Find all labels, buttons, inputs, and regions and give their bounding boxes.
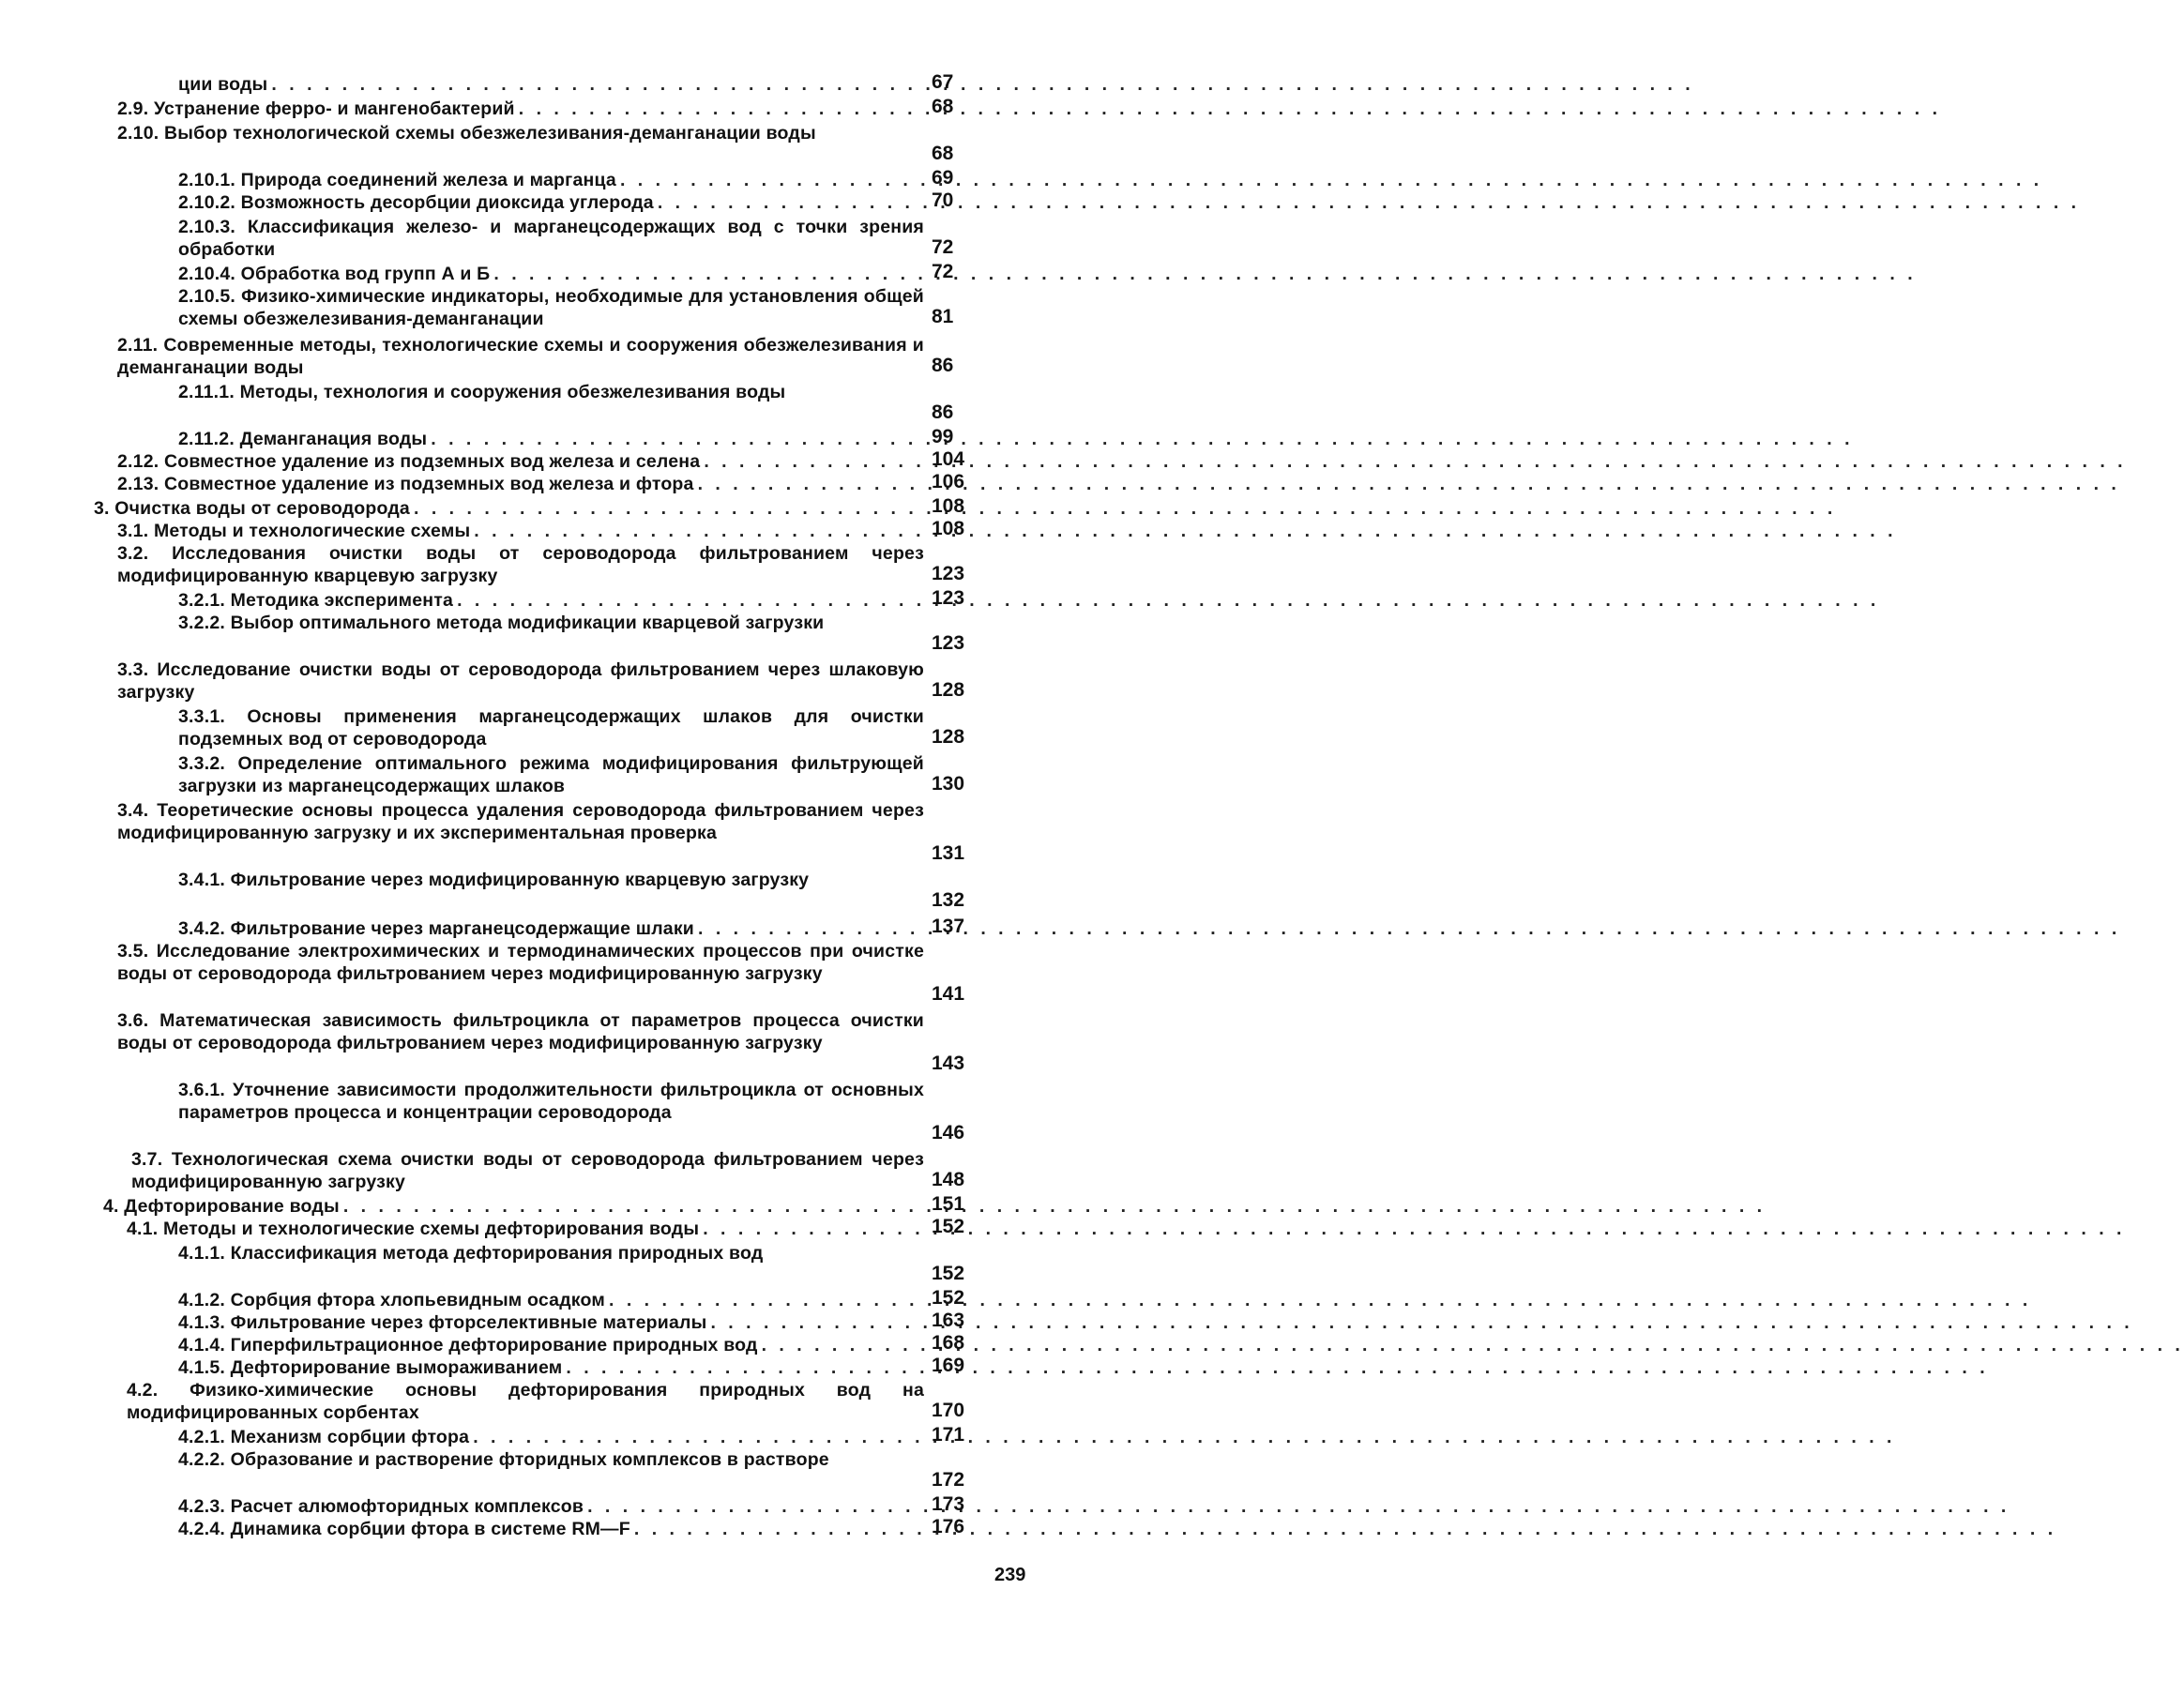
toc-entry[interactable] xyxy=(178,191,924,214)
toc-entry-title: 3.4. Теоретические основы процесса удаления сероводорода фильтрованием через модифицированную загрузку и их экспериментальная проверка xyxy=(117,800,930,843)
toc-entry[interactable] xyxy=(178,381,924,426)
dot-leader xyxy=(473,1426,1895,1448)
toc-entry-title: 4.1.3. Фильтрование через фторселективные материалы xyxy=(178,1312,707,1333)
toc-page-number: 152 xyxy=(932,1216,965,1237)
toc-page-number: 108 xyxy=(932,495,965,517)
toc-entry[interactable] xyxy=(117,1009,930,1077)
toc-entry[interactable] xyxy=(127,1379,930,1424)
toc-entry[interactable] xyxy=(117,659,930,704)
toc-page-number: 171 xyxy=(932,1424,965,1446)
toc-entry-title: 3.1. Методы и технологические схемы xyxy=(117,521,471,541)
toc-entry[interactable] xyxy=(178,285,930,330)
toc-entry-title: ции воды xyxy=(178,74,268,95)
toc-page-number: 99 xyxy=(932,426,954,447)
toc-entry-title: 2.12. Совместное удаление из подземных вод железа и селена xyxy=(117,451,701,472)
dot-leader xyxy=(566,1356,1988,1379)
toc-page-number: 173 xyxy=(932,1493,965,1515)
toc-entry-title: 4.1.4. Гиперфильтрационное дефторирование природных вод xyxy=(178,1335,758,1355)
toc-entry-title: 4.2.1. Механизм сорбции фтора xyxy=(178,1427,470,1447)
dot-leader xyxy=(414,497,1836,520)
toc-entry[interactable] xyxy=(131,1148,930,1193)
toc-entry-title: 3.6. Математическая зависимость фильтроцикла от параметров процесса очистки воды от сероводорода фильтрованием через модифицированную загрузку xyxy=(117,1010,930,1053)
toc-entry[interactable] xyxy=(117,98,924,120)
toc-entry[interactable] xyxy=(178,589,924,612)
toc-page-number: 152 xyxy=(932,1263,965,1284)
toc-entry-title: 4. Дефторирование воды xyxy=(103,1196,340,1217)
page-number: 239 xyxy=(994,1565,1026,1585)
dot-leader xyxy=(343,1195,1766,1218)
toc-entry[interactable] xyxy=(178,1426,924,1448)
toc-entry-title: 3.6.1. Уточнение зависимости продолжительности фильтроцикла от основных параметров процесса и концентрации сероводорода xyxy=(178,1080,930,1123)
toc-page-number: 72 xyxy=(932,236,954,258)
toc-entry-title: 2.9. Устранение ферро- и мангенобактерий xyxy=(117,98,515,119)
toc-entry-title: 2.10.5. Физико-химические индикаторы, необходимые для установления общей схемы обезжелезивания-деманганации xyxy=(178,286,930,329)
toc-page-number: 67 xyxy=(932,71,954,93)
toc-entry[interactable] xyxy=(178,216,930,261)
toc-page-number: 172 xyxy=(932,1469,965,1491)
dot-leader xyxy=(704,450,2126,473)
toc-entry[interactable] xyxy=(178,169,924,191)
dot-leader xyxy=(658,191,2080,214)
toc-entry-title: 2.10.1. Природа соединений железа и марганца xyxy=(178,170,616,190)
toc-entry-title: 2.11. Современные методы, технологические схемы и сооружения обезжелезивания и деманганации воды xyxy=(117,335,930,378)
toc-entry[interactable] xyxy=(178,1242,924,1287)
toc-page-number: 123 xyxy=(932,587,965,609)
dot-leader xyxy=(620,169,2042,191)
toc-entry[interactable] xyxy=(127,1218,924,1240)
toc-entry[interactable] xyxy=(117,542,930,587)
toc-page-number: 170 xyxy=(932,1400,965,1421)
toc-entry[interactable] xyxy=(178,1518,924,1540)
toc-entry-title: 2.11.2. Деманганация воды xyxy=(178,429,428,449)
toc-entry-title: 2.10.4. Обработка вод групп А и Б xyxy=(178,264,491,284)
dot-leader xyxy=(271,73,1693,96)
toc-entry[interactable] xyxy=(178,1495,924,1518)
toc-entry-title: 2.11.1. Методы, технология и сооружения обезжелезивания воды xyxy=(178,382,786,402)
toc-entry-title: 3.4.2. Фильтрование через марганецсодержащие шлаки xyxy=(178,918,694,939)
toc-page-number: 86 xyxy=(932,401,954,423)
toc-entry-title: 4.2.4. Динамика сорбции фтора в системе RM—F xyxy=(178,1519,630,1539)
toc-entry[interactable] xyxy=(178,1334,924,1356)
toc-entry[interactable] xyxy=(178,1311,924,1334)
dot-leader xyxy=(698,917,2120,940)
toc-page-number: 163 xyxy=(932,1310,965,1331)
toc-entry-title: 4.2. Физико-химические основы дефторирования природных вод на модифицированных сорбентах xyxy=(127,1380,930,1423)
toc-entry-title: 4.1.5. Дефторирование вымораживанием xyxy=(178,1357,563,1378)
toc-page-number: 148 xyxy=(932,1169,965,1190)
toc-page-number: 128 xyxy=(932,726,965,748)
toc-entry-title: 3.4.1. Фильтрование через модифицированную кварцевую загрузку xyxy=(178,870,810,890)
dot-leader xyxy=(710,1311,2132,1334)
toc-entry[interactable] xyxy=(117,940,930,1007)
dot-leader xyxy=(519,98,1941,120)
toc-entry-title: 3.7. Технологическая схема очистки воды от сероводорода фильтрованием через модифицированную загрузку xyxy=(131,1149,930,1192)
dot-leader xyxy=(493,263,1916,285)
toc-entry-title: 2.10. Выбор технологической схемы обезжелезивания-деманганации воды xyxy=(117,123,816,144)
dot-leader xyxy=(703,1218,2125,1240)
toc-page-number: 123 xyxy=(932,563,965,584)
dot-leader xyxy=(609,1289,2031,1311)
toc-page-number: 152 xyxy=(932,1287,965,1309)
toc-page-number: 137 xyxy=(932,916,965,937)
toc-page-number: 106 xyxy=(932,471,965,492)
toc-entry[interactable] xyxy=(178,705,930,750)
toc-page-number: 81 xyxy=(932,306,954,327)
toc-entry[interactable] xyxy=(178,1289,924,1311)
toc-page-number: 132 xyxy=(932,889,965,911)
toc-page-number: 70 xyxy=(932,189,954,211)
toc-page-number: 176 xyxy=(932,1516,965,1537)
toc-entry[interactable] xyxy=(178,263,924,285)
toc-page-number: 69 xyxy=(932,167,954,189)
toc-entry-title: 3.3.1. Основы применения марганецсодержащих шлаков для очистки подземных вод от сероводорода xyxy=(178,706,930,750)
toc-entry[interactable] xyxy=(178,1079,930,1146)
toc-entry-title: 4.2.2. Образование и растворение фторидных комплексов в растворе xyxy=(178,1449,829,1470)
toc-entry-title: 3. Очистка воды от сероводорода xyxy=(94,498,410,519)
toc-page-number: 141 xyxy=(932,983,965,1005)
toc-entry[interactable] xyxy=(178,612,924,657)
toc-page-number: 128 xyxy=(932,679,965,701)
toc-entry-title: 4.2.3. Расчет алюмофторидных комплексов xyxy=(178,1496,584,1517)
dot-leader xyxy=(457,589,1879,612)
toc-entry-title: 3.2.1. Методика эксперимента xyxy=(178,590,454,611)
toc-entry-title: 2.13. Совместное удаление из подземных вод железа и фтора xyxy=(117,474,694,494)
toc-entry[interactable] xyxy=(178,1356,924,1379)
toc-entry[interactable] xyxy=(178,917,924,940)
dot-leader xyxy=(634,1518,2056,1540)
toc-entry[interactable] xyxy=(178,73,924,96)
toc-entry-title: 2.10.3. Классификация железо- и марганецсодержащих вод с точки зрения обработки xyxy=(178,217,930,260)
toc-page-number: 168 xyxy=(932,1332,965,1354)
toc-page-number: 108 xyxy=(932,518,965,539)
toc-entry[interactable] xyxy=(117,520,924,542)
toc-entry-title: 3.2.2. Выбор оптимального метода модификации кварцевой загрузки xyxy=(178,613,825,633)
toc-entry[interactable] xyxy=(178,428,924,450)
toc-page-number: 72 xyxy=(932,261,954,282)
toc-entry[interactable] xyxy=(178,752,930,797)
dot-leader xyxy=(587,1495,2010,1518)
toc-page-number: 104 xyxy=(932,448,965,470)
toc-page-number: 86 xyxy=(932,355,954,376)
dot-leader xyxy=(698,473,2120,495)
toc-entry-title: 2.10.2. Возможность десорбции диоксида углерода xyxy=(178,192,654,213)
toc-page-number: 131 xyxy=(932,842,965,864)
toc-entry-title: 4.1.2. Сорбция фтора хлопьевидным осадком xyxy=(178,1290,605,1310)
toc-entry-title: 3.3.2. Определение оптимального режима модифицирования фильтрующей загрузки из марганецсодержащих шлаков xyxy=(178,753,930,796)
toc-entry[interactable] xyxy=(117,799,930,867)
toc-page-number: 68 xyxy=(932,96,954,117)
toc-entry-title: 3.3. Исследование очистки воды от сероводорода фильтрованием через шлаковую загрузку xyxy=(117,659,930,703)
toc-entry[interactable] xyxy=(178,869,924,914)
toc-entry[interactable] xyxy=(117,334,930,379)
dot-leader xyxy=(431,428,1853,450)
toc-page-number: 123 xyxy=(932,632,965,654)
toc-entry-title: 3.2. Исследования очистки воды от сероводорода фильтрованием через модифицированную кварцевую загрузку xyxy=(117,543,930,586)
toc-entry[interactable] xyxy=(103,1195,924,1218)
toc-page-number: 68 xyxy=(932,143,954,164)
toc-entry-title: 3.5. Исследование электрохимических и термодинамических процессов при очистке воды от сероводорода фильтрованием через модифицированную загрузку xyxy=(117,941,930,984)
toc-entry[interactable] xyxy=(117,450,924,473)
toc-page-number: 130 xyxy=(932,773,965,795)
toc-page-number: 143 xyxy=(932,1053,965,1074)
toc-page-number: 146 xyxy=(932,1122,965,1143)
toc-page-number: 169 xyxy=(932,1355,965,1376)
toc-entry-title: 4.1.1. Классификация метода дефторирования природных вод xyxy=(178,1243,764,1264)
toc-page-number: 151 xyxy=(932,1193,965,1215)
toc-entry[interactable] xyxy=(178,1448,924,1493)
toc-entry-title: 4.1. Методы и технологические схемы дефторирования воды xyxy=(127,1219,700,1239)
toc-entry[interactable] xyxy=(117,473,924,495)
toc-entry[interactable] xyxy=(94,497,924,520)
dot-leader xyxy=(474,520,1896,542)
toc-entry[interactable] xyxy=(117,122,924,167)
